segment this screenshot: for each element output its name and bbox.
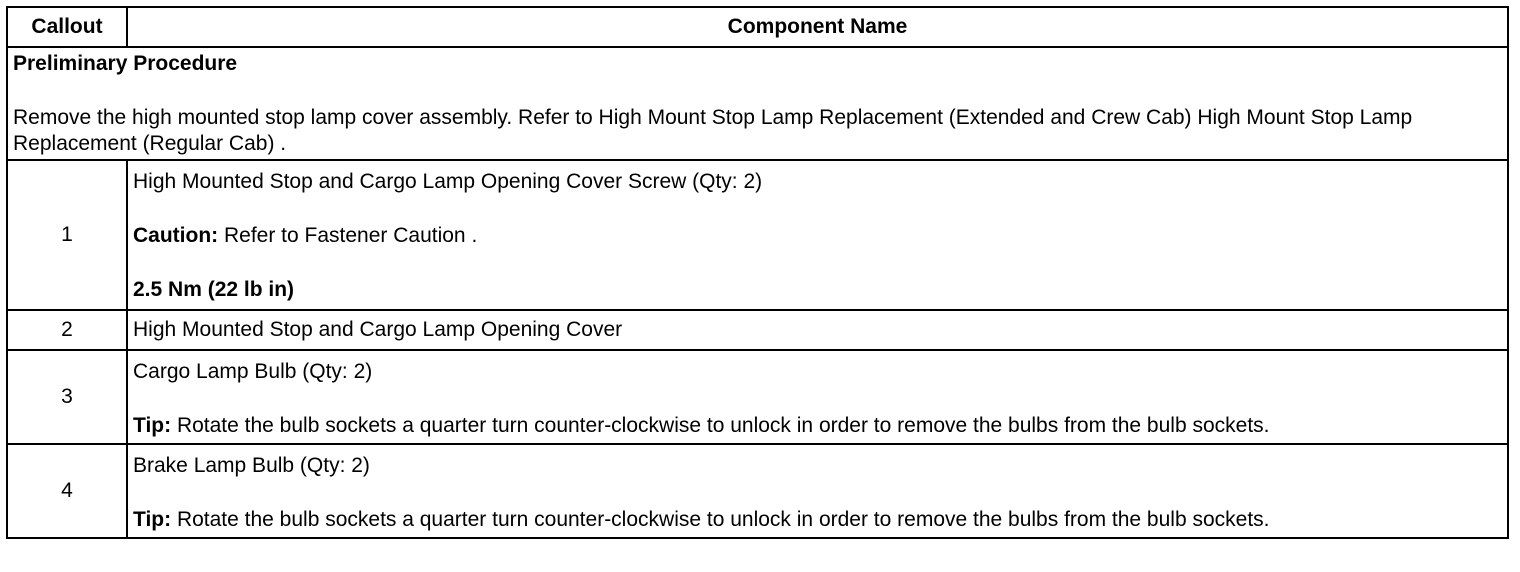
tip-text: Rotate the bulb sockets a quarter turn counter-clockwise to unlock in order to remove the bulbs from the bulb sockets.: [171, 414, 1270, 437]
caution-label: Caution:: [133, 224, 219, 247]
component-name: High Mounted Stop and Cargo Lamp Opening Cover: [133, 318, 623, 341]
component-name: High Mounted Stop and Cargo Lamp Opening Cover Screw (Qty: 2): [133, 170, 763, 193]
tip-note: [133, 413, 1502, 439]
components-table: [6, 6, 1509, 539]
table-header-row: [7, 7, 1508, 47]
preliminary-procedure-title: Preliminary Procedure: [13, 52, 238, 75]
component-name: Brake Lamp Bulb (Qty: 2): [133, 454, 370, 477]
preliminary-procedure-row: [7, 47, 1508, 160]
caution-text: Refer to Fastener Caution .: [218, 224, 478, 247]
component-name-column-header: Component Name: [127, 7, 1508, 47]
tip-label: Tip:: [133, 414, 172, 437]
callout-number: 2: [7, 310, 127, 350]
component-cell: [127, 160, 1508, 310]
tip-text: Rotate the bulb sockets a quarter turn counter-clockwise to unlock in order to remove the bulbs from the bulb sockets.: [171, 508, 1270, 531]
table-row: [7, 444, 1508, 538]
caution-note: [133, 223, 1502, 249]
component-cell: [127, 350, 1508, 444]
callout-column-header: Callout: [7, 7, 127, 47]
callout-number: 3: [7, 350, 127, 444]
tip-label: Tip:: [133, 508, 172, 531]
table-row: [7, 350, 1508, 444]
table-row: [7, 160, 1508, 310]
table-row: [7, 310, 1508, 350]
callout-number: 4: [7, 444, 127, 538]
component-name: Cargo Lamp Bulb (Qty: 2): [133, 360, 373, 383]
torque-spec: 2.5 Nm (22 lb in): [133, 278, 295, 301]
component-cell: [127, 310, 1508, 350]
components-table-container: [6, 6, 1507, 539]
callout-number: 1: [7, 160, 127, 310]
tip-note: [133, 507, 1502, 533]
preliminary-procedure-text: Remove the high mounted stop lamp cover assembly. Refer to High Mount Stop Lamp Replacement (Extended and Crew Cab) High Mount Stop Lamp Replacement (Regular Cab) .: [13, 106, 1413, 155]
component-cell: [127, 444, 1508, 538]
preliminary-procedure-cell: [7, 47, 1508, 160]
